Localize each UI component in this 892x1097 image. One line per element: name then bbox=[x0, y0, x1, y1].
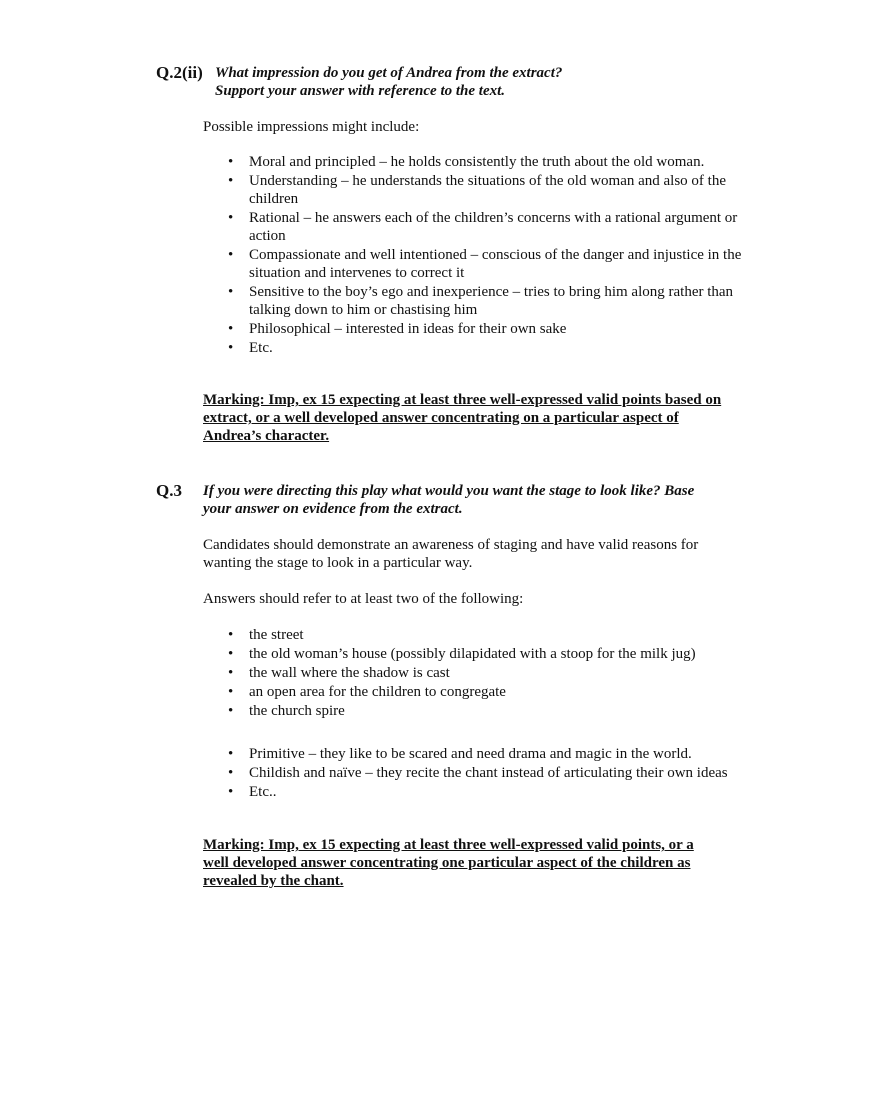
list-item: • the street bbox=[228, 626, 748, 644]
q3-paragraph-staging: Candidates should demonstrate an awareness of staging and have valid reasons for wanting the stage to look in a particular way. bbox=[203, 537, 699, 571]
question-number-q2: Q.2(ii) bbox=[156, 63, 203, 82]
list-item: • Primitive – they like to be scared and need drama and magic in the world. bbox=[228, 745, 748, 763]
question-line-1: If you were directing this play what would you want the stage to look like? Base bbox=[203, 483, 695, 499]
list-item: • the church spire bbox=[228, 702, 748, 720]
list-item: • Compassionate and well intentioned – conscious of the danger and injustice in the situation and intervenes to correct it bbox=[228, 246, 748, 282]
question-text-q3 bbox=[203, 482, 694, 518]
question-line-2: your answer on evidence from the extract. bbox=[203, 501, 463, 517]
q3-children-list bbox=[228, 745, 748, 802]
list-item: • the old woman’s house (possibly dilapidated with a stoop for the milk jug) bbox=[228, 645, 748, 663]
q3-paragraph-refer: Answers should refer to at least two of the following: bbox=[203, 591, 524, 607]
list-item: • the wall where the shadow is cast bbox=[228, 664, 748, 682]
list-item: • Understanding – he understands the situations of the old woman and also of the children bbox=[228, 172, 748, 208]
question-line-1: What impression do you get of Andrea from the extract? bbox=[215, 65, 563, 81]
list-item: • Etc.. bbox=[228, 783, 748, 801]
list-item: • Etc. bbox=[228, 339, 748, 357]
q2-intro: Possible impressions might include: bbox=[203, 119, 420, 135]
q2-impressions-list bbox=[228, 153, 748, 358]
list-item: • Sensitive to the boy’s ego and inexperience – tries to bring him along rather than talking down to him or chastising him bbox=[228, 283, 748, 319]
list-item: • Rational – he answers each of the children’s concerns with a rational argument or action bbox=[228, 209, 748, 245]
list-item: • an open area for the children to congregate bbox=[228, 683, 748, 701]
q3-staging-list bbox=[228, 626, 748, 721]
q2-marking-note: Marking: Imp, ex 15 expecting at least three well-expressed valid points based on extract, or a well developed answer concentrating on a particular aspect of Andrea’s character. bbox=[203, 392, 722, 444]
question-number-q3: Q.3 bbox=[156, 481, 182, 500]
question-text-q2 bbox=[215, 64, 562, 100]
list-item: • Moral and principled – he holds consistently the truth about the old woman. bbox=[228, 153, 748, 171]
question-line-2: Support your answer with reference to the text. bbox=[215, 83, 506, 99]
q3-marking-note: Marking: Imp, ex 15 expecting at least three well-expressed valid points, or a well developed answer concentrating one particular aspect of the children as revealed by the chant. bbox=[203, 837, 694, 889]
list-item: • Childish and naïve – they recite the chant instead of articulating their own ideas bbox=[228, 764, 748, 782]
list-item: • Philosophical – interested in ideas for their own sake bbox=[228, 320, 748, 338]
